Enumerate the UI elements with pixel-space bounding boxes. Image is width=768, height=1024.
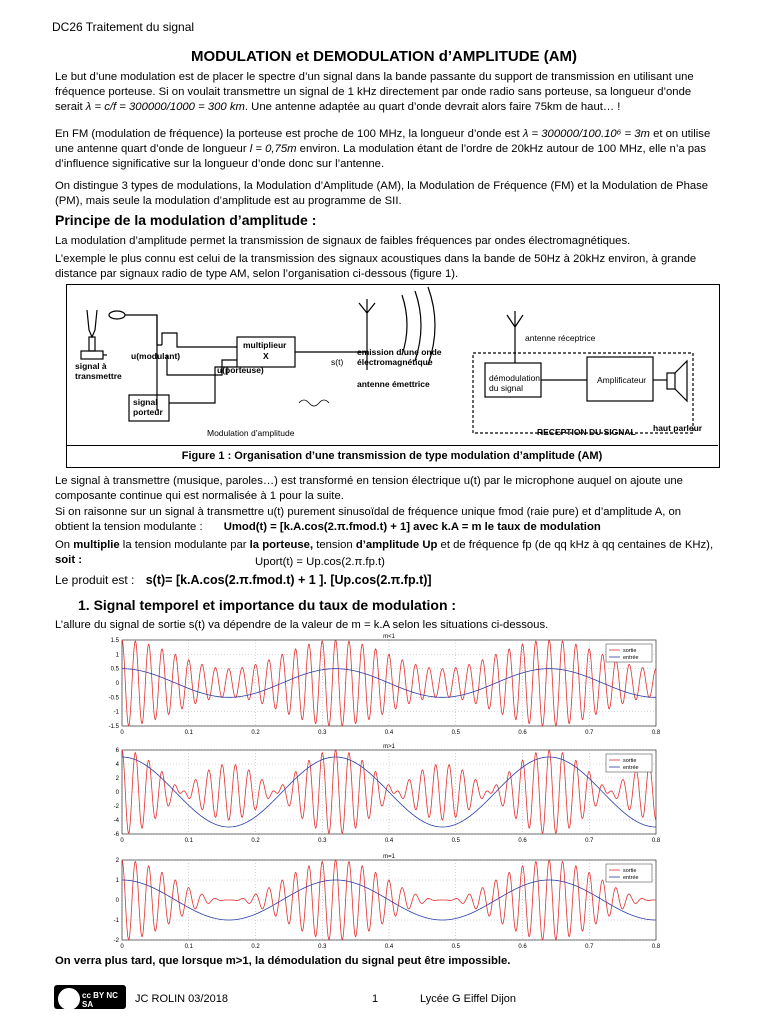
intro-paragraph-1	[55, 70, 717, 115]
demodulation-note: On verra plus tard, que lorsque m>1, la démodulation du signal peut être impossible.	[55, 955, 511, 967]
product-formula: s(t)= [k.A.cos(2.π.fmod.t) + 1 ]. [Up.cos(2.π.fp.t)]	[145, 573, 432, 587]
x-tick-label: 0.3	[318, 838, 327, 844]
plot-3	[114, 854, 661, 950]
x-tick-label: 0.4	[384, 944, 394, 950]
document-header: DC26 Traitement du signal	[52, 20, 195, 34]
product-label: Le produit est :	[55, 573, 135, 587]
legend-entry: sortie	[623, 648, 637, 654]
x-tick-label: 0.3	[318, 944, 327, 950]
p3-text-a: On	[55, 539, 74, 551]
wavelength-formula-2: λ = 300000/100.10⁶ = 3m	[522, 128, 650, 140]
x-tick-label: 0.4	[384, 730, 394, 736]
y-tick-label: 2	[115, 776, 119, 782]
temporal-intro: L’allure du signal de sortie s(t) va dépendre de la valeur de m = k.A selon les situations ci-dessous.	[55, 619, 549, 631]
intro-p2-text-end: environ. La modulation étant de l’ordre de 20kHz autour de 100 MHz, elle n’a pas d’influence significative sur la longueur d’onde donc sur l’antenne.	[55, 143, 706, 170]
label-amplifier: Amplificateur	[597, 375, 647, 385]
x-tick-label: 0.1	[184, 730, 193, 736]
x-tick-label: 0.5	[451, 838, 460, 844]
footer-school: Lycée G Eiffel Dijon	[420, 993, 516, 1005]
y-tick-label: -4	[113, 818, 119, 824]
label-carrier: signal porteur	[133, 397, 163, 417]
x-tick-label: 0.5	[451, 944, 460, 950]
p3-text-b: la tension modulante par	[119, 539, 250, 551]
modulation-paragraph-2	[55, 505, 717, 535]
y-tick-label: 2	[115, 858, 119, 864]
intro-paragraph-3: On distingue 3 types de modulations, la Modulation d’Amplitude (AM), la Modulation de Fréquence (FM) et la Modulation de Phase (PM), mais seule la modulation d’amplitude est au programme de SII.	[55, 180, 709, 207]
x-tick-label: 0.1	[184, 944, 193, 950]
x-tick-label: 0.6	[518, 944, 527, 950]
intro-p1-text: Le but d’une modulation est de placer le spectre d’un signal dans la bande passante du support de transmission en utilisant une fréquence porteuse. Si on voulait transmettre un signal de 1 kHz directement par onde radio sans porteuse, sa longueur d’onde serait	[55, 71, 694, 113]
y-tick-label: -1.5	[108, 724, 119, 730]
figure-1-caption: Figure 1 : Organisation d’une transmission de type modulation d’amplitude (AM)	[66, 445, 718, 466]
label-speaker: haut parleur	[653, 423, 703, 433]
x-tick-label: 0	[120, 730, 124, 736]
emitter-antenna-icon	[359, 299, 375, 313]
x-tick-label: 0.4	[384, 838, 394, 844]
wavelength-formula-1: λ = c/f = 300000/1000 = 300 km	[85, 101, 245, 113]
y-tick-label: -1	[113, 918, 119, 924]
x-tick-label: 0.2	[251, 838, 260, 844]
legend-entry: sortie	[623, 868, 637, 874]
y-tick-label: 6	[115, 748, 119, 754]
license-badge[interactable]	[54, 985, 126, 1009]
product-line	[55, 573, 717, 588]
plot-title: m<1	[383, 634, 395, 640]
p3-bold-porteuse: la porteuse,	[249, 539, 314, 551]
modulation-paragraph-1: Le signal à transmettre (musique, paroles…) est transformé en tension électrique u(t) par le microphone auquel on ajoute une composante continue qui est normalisée à 1 pour la suite.	[55, 475, 683, 502]
p3-text-d: et de fréquence fp (de qq kHz à qq centaines de KHz),	[437, 539, 714, 551]
plot-2	[114, 744, 661, 844]
y-tick-label: 1	[115, 878, 119, 884]
y-tick-label: 0	[115, 681, 119, 687]
x-tick-label: 0.3	[318, 730, 327, 736]
y-tick-label: -0.5	[108, 695, 119, 702]
label-emitter-antenna: antenne émettrice	[357, 379, 430, 389]
receiver-antenna-icon	[507, 311, 523, 337]
label-uport: u(porteuse)	[217, 365, 264, 375]
modulation-p2-text: Si on raisonne sur un signal à transmettre u(t) purement sinusoïdal de fréquence unique fmod (raie pure) et d’amplitude A, on obtient la tension modulante :	[55, 506, 682, 533]
x-tick-label: 0	[120, 838, 124, 844]
label-demodulation: démodulation du signal	[489, 373, 541, 393]
principle-paragraph-2: L’exemple le plus connu est celui de la transmission des signaux acoustiques dans la bande de 50Hz à 20kHz environ, à grande distance par signaux radio de type AM, selon l’organisation ci-dessous (figure 1).	[55, 253, 697, 280]
y-tick-label: 0	[115, 790, 119, 796]
label-receiver-antenna: antenne réceptrice	[525, 333, 596, 343]
x-tick-label: 0.6	[518, 838, 527, 844]
x-tick-label: 0.6	[518, 730, 527, 736]
label-signal: signal à transmettre	[75, 361, 122, 381]
page-title: MODULATION et DEMODULATION d’AMPLITUDE (AM)	[190, 48, 578, 65]
y-tick-label: 0	[115, 898, 119, 904]
plot-title: m=1	[383, 854, 395, 860]
label-multiplier-x: X	[263, 351, 269, 361]
section-heading-temporal: 1. Signal temporel et importance du taux de modulation :	[78, 597, 457, 613]
modulated-signal-sketch	[299, 400, 329, 406]
label-multiplier: multiplieur	[243, 340, 287, 350]
uport-formula: Uport(t) = Up.cos(2.π.fp.t)	[255, 556, 385, 568]
p3-text-c: tension	[313, 539, 356, 551]
microphone-stand-icon	[87, 310, 97, 337]
intro-p2-text-mid: et on utilise une antenne quart d’onde de longueur	[55, 128, 711, 155]
x-tick-label: 0.5	[451, 730, 460, 736]
x-tick-label: 0.7	[585, 944, 594, 950]
legend-entry: entrée	[623, 765, 639, 771]
y-tick-label: -2	[113, 804, 119, 810]
label-st: s(t)	[331, 357, 344, 367]
label-emission: emission d’une onde électromagnétique	[357, 347, 442, 367]
principle-paragraph-1: La modulation d’amplitude permet la transmission de signaux de faibles fréquences par ondes électromagnétiques.	[55, 235, 631, 247]
x-tick-label: 0.8	[651, 730, 661, 736]
x-tick-label: 0	[120, 944, 124, 950]
footer-author: JC ROLIN 03/2018	[135, 993, 228, 1005]
plot-1	[109, 634, 661, 736]
y-tick-label: -6	[113, 832, 119, 838]
section-heading-principle: Principe de la modulation d’amplitude :	[55, 212, 317, 228]
y-tick-label: 4	[115, 762, 119, 768]
y-tick-label: 1	[115, 652, 119, 659]
x-tick-label: 0.2	[251, 730, 260, 736]
legend-entry: sortie	[623, 758, 637, 764]
antenna-length: l = 0,75m	[249, 143, 297, 155]
y-tick-label: 0.5	[110, 666, 119, 673]
x-tick-label: 0.2	[251, 944, 260, 950]
loudspeaker-icon	[667, 373, 675, 389]
license-text: cc BY NC SA	[82, 991, 118, 1009]
x-tick-label: 0.7	[585, 838, 594, 844]
label-reception: RECEPTION DU SIGNAL	[537, 427, 636, 437]
x-tick-label: 0.7	[585, 730, 594, 736]
umod-formula: Umod(t) = [k.A.cos(2.π.fmod.t) + 1] avec k.A = m le taux de modulation	[223, 521, 601, 533]
intro-p1-text-end: . Une antenne adaptée au quart d’onde devrait alors faire 75km de haut… !	[244, 101, 621, 113]
p3-bold-amplitude: d’amplitude Up	[355, 539, 438, 551]
plot-title: m>1	[383, 744, 395, 750]
modulation-plots	[98, 632, 668, 952]
y-tick-label: 1.5	[110, 638, 119, 644]
y-tick-label: -1	[113, 709, 119, 716]
x-tick-label: 0.8	[651, 944, 661, 950]
cc-logo-icon	[58, 988, 80, 1010]
p3-bold-soit: soit :	[55, 554, 82, 566]
y-tick-label: -2	[113, 938, 119, 944]
legend-entry: entrée	[623, 655, 639, 661]
p3-bold-multiplie: multiplie	[73, 539, 120, 551]
microphone-icon	[109, 311, 125, 319]
figure-1-block-diagram	[66, 284, 720, 468]
x-tick-label: 0.8	[651, 838, 661, 844]
footer-page-number: 1	[372, 993, 379, 1005]
x-tick-label: 0.1	[184, 838, 193, 844]
legend-entry: entrée	[623, 875, 639, 881]
intro-paragraph-2	[55, 127, 717, 172]
label-umod: u(modulant)	[131, 351, 181, 361]
intro-p2-text: En FM (modulation de fréquence) la porteuse est proche de 100 MHz, la longueur d’onde est	[55, 128, 523, 140]
label-modulation: Modulation d’amplitude	[207, 428, 295, 438]
